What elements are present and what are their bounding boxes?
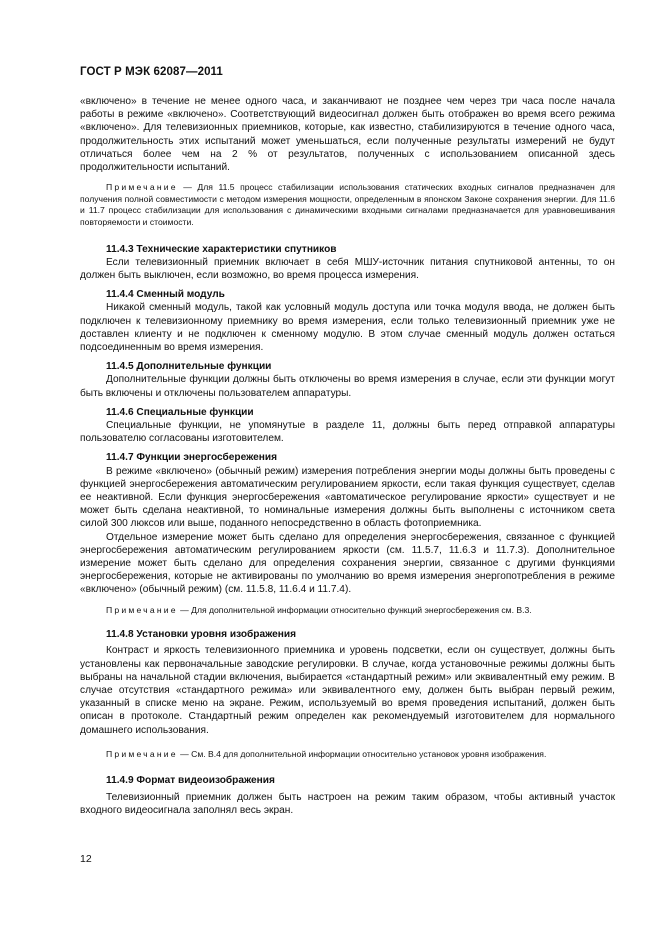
intro-paragraph: «включено» в течение не менее одного часа, и заканчивают не позднее чем через три часа после начала работы в режиме «включено». Соответствующий видеосигнал должен быть отображен во время всего режима «включено». Для телевизионных приемников, которые, как известно, стабилизируются в течение одного часа, продолжительность этих испытаний может уменьшаться, если полученные результаты измерений не будут отличаться более чем на 2 % от результатов, полученных с использованием описанной здесь продолжительности испытаний.	[80, 96, 615, 174]
note-label: Примечание	[106, 604, 178, 615]
note-paragraph-3	[80, 749, 615, 761]
section-paragraph-11-4-8: Контраст и яркость телевизионного приемника и уровень подсветки, если он существует, должны быть установлены как первоначальные заводские регулировки. В случае, когда установочные режимы должны быть выбраны на начальной стадии включения, выбирается «стандартный режим» или эквивалентный ему режим. В случае отсутствия «стандартного режима» или эквивалентного ему, должен быть выбран первый режим, указанный в списке меню на экране. Режим, используемый во время проведения испытаний, должен быть описан в протоколе. Стандартный режим определен как рекомендуемый изготовителем для нормального домашнего использования.	[80, 645, 615, 736]
page-number: 12	[80, 853, 92, 865]
note-label: Примечание	[106, 182, 178, 193]
note-text: — Для дополнительной информации относительно функций энергосбережения см. В.3.	[177, 604, 532, 615]
section-paragraph-11-4-9: Телевизионный приемник должен быть настроен на режим таким образом, чтобы активный участок входного видеосигнала заполнял весь экран.	[80, 791, 615, 816]
section-paragraph-11-4-6: Специальные функции, не упомянутые в разделе 11, должны быть перед отправкой аппаратуры пользователю согласованы изготовителем.	[80, 420, 615, 445]
section-heading-11-4-3: 11.4.3 Технические характеристики спутников	[106, 243, 337, 255]
section-paragraph-11-4-5: Дополнительные функции должны быть отключены во время измерения в случае, если эти функции могут быть включены и отключены пользователем аппаратуры.	[80, 374, 615, 399]
section-heading-11-4-8: 11.4.8 Установки уровня изображения	[106, 629, 297, 641]
section-heading-11-4-9: 11.4.9 Формат видеоизображения	[106, 775, 275, 787]
note-text: — Для 11.5 процесс стабилизации использования статических входных сигналов предназначен для получения полной совместимости с методом измерения мощности, определенным в японском Законе сохранения энергии. Для 11.6 и 11.7 процесс стабилизации для использования с динамическими входными сигналами предназначается для уравновешивания повторяемости и стоимости.	[80, 182, 615, 227]
document-header: ГОСТ Р МЭК 62087—2011	[80, 66, 223, 78]
section-heading-11-4-4: 11.4.4 Сменный модуль	[106, 289, 225, 301]
section-heading-11-4-7: 11.4.7 Функции энергосбережения	[106, 452, 277, 464]
section-paragraph-11-4-7b: Отдельное измерение может быть сделано для определения энергосбережения, связанное с функцией энергосбережения автоматическим регулированием яркости (см. 11.5.7, 11.6.3 и 11.7.3). Дополнительное измерение может быть сделано для определения сохранения энергии, связанное с другими функциями энергосбережения, которые не активированы по умолчанию во время измерения энергопотребления в режиме «включено» (обычный режим) (см. 11.5.8, 11.6.4 и 11.7.4).	[80, 531, 615, 596]
section-paragraph-11-4-4: Никакой сменный модуль, такой как условный модуль доступа или точка модуля ввода, не должен быть подключен к телевизионному приемнику во время измерения, если только телевизионный приемник уже не доставлен клиенту и не подключен к сменному модулю. В этом случае сменный модуль должен остаться подсоединенным во время измерения.	[80, 302, 615, 354]
note-label: Примечание	[106, 748, 178, 759]
section-paragraph-11-4-3: Если телевизионный приемник включает в себя МШУ-источник питания спутниковой антенны, то он должен быть выключен, если возможно, во время процесса измерения.	[80, 256, 615, 281]
page-content	[80, 95, 615, 817]
section-heading-11-4-6: 11.4.6 Специальные функции	[106, 406, 254, 418]
note-paragraph-1	[80, 182, 615, 228]
section-paragraph-11-4-7a: В режиме «включено» (обычный режим) измерения потребления энергии моды должны быть проведены с функцией энергосбережения автоматическим регулированием яркости, если такая функция существует, сделав ее неактивной. Если функция энергосбережения «автоматическое регулирование яркости» существует и не может быть сделана неактивной, то номинальные измерения должны быть выполнены с источником света силой 300 люксов или выше, поданного непосредственно в область фотоприемника.	[80, 465, 615, 530]
section-heading-11-4-5: 11.4.5 Дополнительные функции	[106, 361, 272, 373]
note-paragraph-2	[80, 605, 615, 617]
note-text: — См. В.4 для дополнительной информации относительно установок уровня изображения.	[177, 748, 547, 759]
